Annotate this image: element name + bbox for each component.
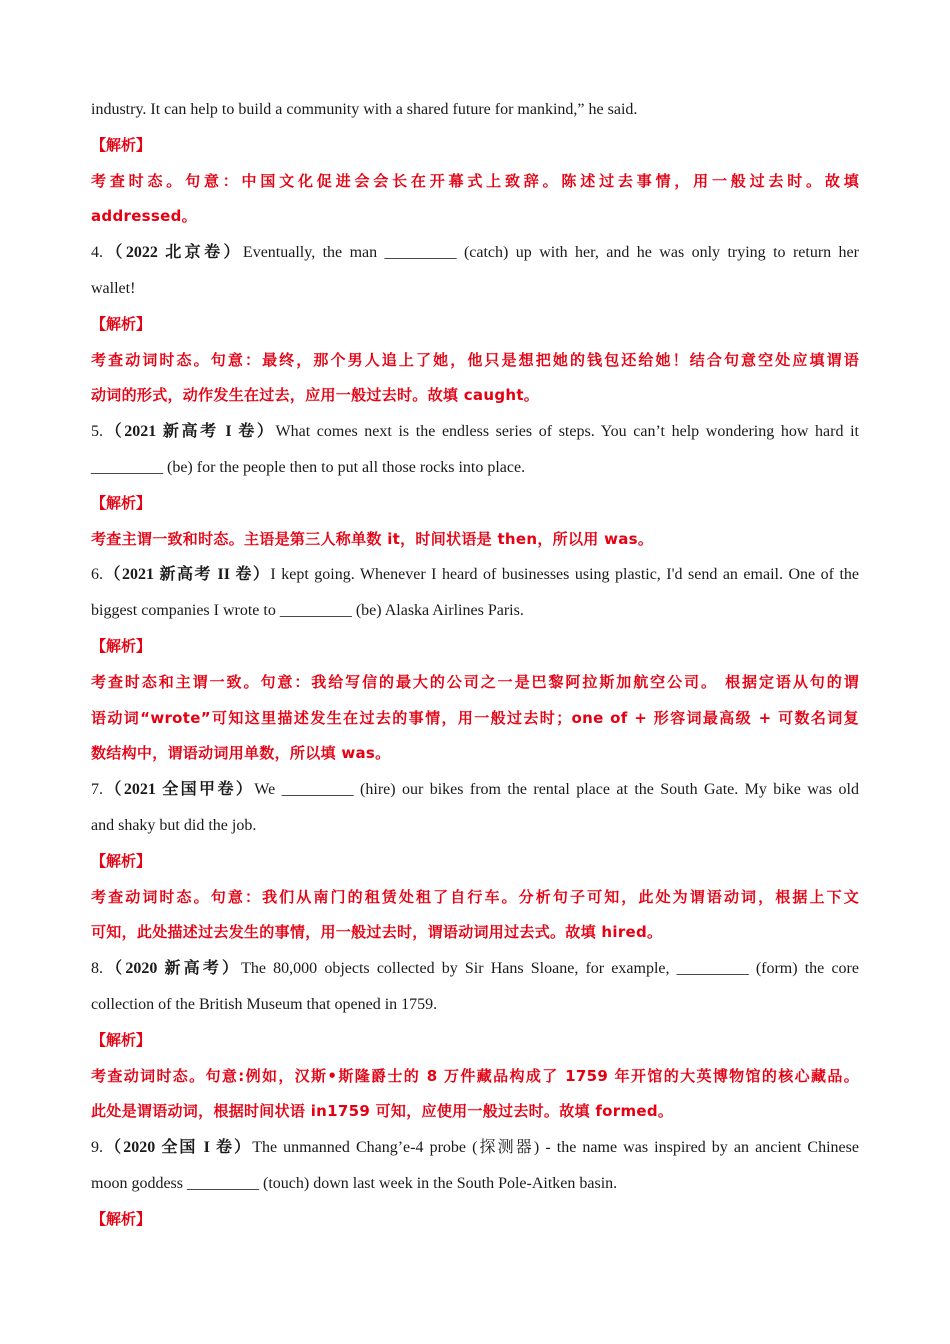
analysis-label: 【解析】 xyxy=(91,135,152,154)
question-number: 8. xyxy=(91,960,103,978)
question-text: We _________ (hire) our bikes from the rental place at the South Gate. My bike was old xyxy=(254,781,859,799)
answer-line: 考查时态和主谓一致。句意：我给写信的最大的公司之一是巴黎阿拉斯加航空公司。 根据定语从句的谓 xyxy=(91,672,859,691)
question-number: 6. xyxy=(91,566,103,584)
question-text: The unmanned Chang’e-4 probe (探测器) - the name was inspired by an ancient Chinese xyxy=(252,1139,859,1157)
answer-line: 可知，此处描述过去发生的事情，用一般过去时，谓语动词用过去式。故填 hired。 xyxy=(91,923,663,942)
document-page xyxy=(91,92,859,1238)
answer-line: 动词的形式，动作发生在过去，应用一般过去时。故填 caught。 xyxy=(91,386,540,405)
answer-line: 考查主谓一致和时态。主语是第三人称单数 it，时间状语是 then，所以用 was。 xyxy=(91,529,654,548)
analysis-label: 【解析】 xyxy=(91,314,152,333)
question-number: 9. xyxy=(91,1139,103,1157)
analysis-label: 【解析】 xyxy=(91,1030,152,1049)
question-source: （2022 北京卷） xyxy=(103,244,243,262)
text-line: industry. It can help to build a community with a shared future for mankind,” he said. xyxy=(91,101,638,118)
question-text: biggest companies I wrote to _________ (be) Alaska Airlines Paris. xyxy=(91,602,524,620)
answer-line: 考查动词时态。句意：我们从南门的租赁处租了自行车。分析句子可知，此处为谓语动词，根据上下文 xyxy=(91,887,859,906)
answer-line: 考查动词时态。句意:例如，汉斯•斯隆爵士的 8 万件藏品构成了 1759 年开馆的大英博物馆的核心藏品。 xyxy=(91,1066,859,1085)
question-source: （2020 新高考） xyxy=(103,960,242,978)
question-7 xyxy=(91,772,859,808)
question-text: Eventually, the man _________ (catch) up with her, and he was only trying to return her xyxy=(242,244,859,262)
question-text: I kept going. Whenever I heard of businesses using plastic, I'd send an email. One of the xyxy=(270,566,859,584)
question-text: collection of the British Museum that opened in 1759. xyxy=(91,995,438,1013)
question-4 xyxy=(91,235,859,271)
answer-line: 语动词“wrote”可知这里描述发生在过去的事情，用一般过去时；one of + 形容词最高级 + 可数名词复 xyxy=(91,708,859,727)
question-text: The 80,000 objects collected by Sir Hans Sloane, for example, _________ (form) the core xyxy=(241,960,859,978)
answer-line: 考查动词时态。句意：最终，那个男人追上了她，他只是想把她的钱包还给她！结合句意空处应填谓语 xyxy=(91,350,859,369)
question-8 xyxy=(91,951,859,987)
question-text: and shaky but did the job. xyxy=(91,816,257,834)
question-number: 5. xyxy=(91,423,103,441)
question-source: （2021 新高考 I 卷） xyxy=(103,423,276,441)
question-6 xyxy=(91,557,859,593)
question-text: moon goddess _________ (touch) down last week in the South Pole-Aitken basin. xyxy=(91,1174,618,1192)
question-text: What comes next is the endless series of steps. You can’t help wondering how hard it xyxy=(275,423,859,441)
question-9 xyxy=(91,1130,859,1166)
question-source: （2021 新高考 II 卷） xyxy=(103,566,271,584)
question-source: （2021 全国甲卷） xyxy=(103,781,255,799)
answer-line: 数结构中，谓语动词用单数，所以填 was。 xyxy=(91,744,391,763)
analysis-label: 【解析】 xyxy=(91,851,152,870)
analysis-label: 【解析】 xyxy=(91,493,152,512)
question-text: wallet! xyxy=(91,279,136,297)
answer-line: addressed。 xyxy=(91,207,197,226)
analysis-label: 【解析】 xyxy=(91,636,152,655)
question-text: _________ (be) for the people then to put all those rocks into place. xyxy=(91,458,526,476)
question-5 xyxy=(91,414,859,450)
answer-line: 此处是谓语动词，根据时间状语 in1759 可知，应使用一般过去时。故填 formed。 xyxy=(91,1102,674,1121)
question-number: 4. xyxy=(91,244,103,262)
analysis-label: 【解析】 xyxy=(91,1209,152,1228)
question-source: （2020 全国 I 卷） xyxy=(103,1139,253,1157)
answer-line: 考查时态。句意：中国文化促进会会长在开幕式上致辞。陈述过去事情，用一般过去时。故填 xyxy=(91,171,859,190)
question-number: 7. xyxy=(91,781,103,799)
